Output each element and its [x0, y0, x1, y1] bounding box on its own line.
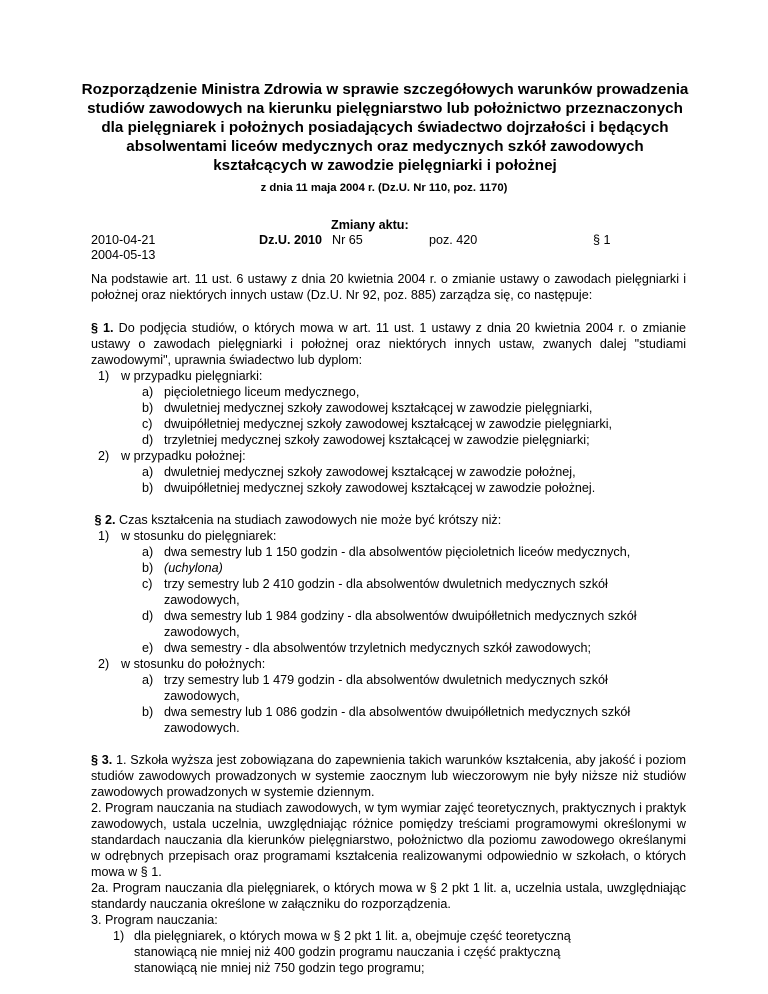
- list-item: a) dwa semestry lub 1 150 godzin - dla absolwentów pięcioletnich liceów medycznych,: [142, 545, 631, 559]
- document-title: Rozporządzenie Ministra Zdrowia w sprawie szczegółowych warunków prowadzenia studiów zawodowych na kierunku pielęgniarstwo lub położnictwo przeznaczonych dla pielęgniarek i położnych posiadających świadectwo dojrzałości i będących absolwentami liceów medycznych oraz medycznych szkół zawodowych kształcących w zawodzie pielęgniarki i położnej: [81, 81, 689, 174]
- section-text: Do podjęcia studiów, o których mowa w art. 11 ust. 1 ustawy z dnia 20 kwietnia 2004 r. o zmianie ustawy o zawodach pielęgniarki i położnej oraz niektórych innych ustaw, zwanych dalej "studiami zawodowymi", uprawnia świadectwo lub dyplom:: [91, 321, 686, 367]
- section-label: § 3.: [91, 753, 113, 767]
- paragraph: 2a. Program nauczania dla pielęgniarek, o których mowa w § 2 pkt 1 lit. a, uczelnia ustala, uwzględniając standardy nauczania określone w załączniku do rozporządzenia.: [91, 881, 686, 911]
- list-item: a) dwuletniej medycznej szkoły zawodowej kształcącej w zawodzie położnej,: [142, 465, 576, 479]
- amendment-paragraph: § 1: [593, 233, 611, 247]
- section-2: [91, 512, 686, 736]
- list-item: 1) dla pielęgniarek, o których mowa w § 2 pkt 1 lit. a, obejmuje część teoretyczną stanowiącą nie mniej niż 400 godzin programu nauczania i część praktyczną stanowiącą nie mniej niż 750 godzin tego programu;: [113, 929, 571, 975]
- list-item: e) dwa semestry - dla absolwentów trzyletnich medycznych szkół zawodowych;: [142, 641, 591, 655]
- list-item: c) trzy semestry lub 2 410 godzin - dla absolwentów dwuletnich medycznych szkół zawodowych,: [142, 577, 608, 607]
- amendment-number: Nr 65: [332, 233, 363, 247]
- act-date: 2004-05-13: [91, 248, 156, 262]
- amendment-position: poz. 420: [429, 233, 478, 247]
- list-item: b) dwuletniej medycznej szkoły zawodowej kształcącej w zawodzie pielęgniarki,: [142, 401, 593, 415]
- amendment-journal: Dz.U. 2010: [259, 233, 322, 247]
- list-item: d) trzyletniej medycznej szkoły zawodowej kształcącej w zawodzie pielęgniarki;: [142, 433, 590, 447]
- paragraph: 3. Program nauczania:: [91, 913, 218, 927]
- amendment-date: 2010-04-21: [91, 233, 156, 247]
- section-3: [91, 752, 686, 976]
- preamble: Na podstawie art. 11 ust. 6 ustawy z dnia 20 kwietnia 2004 r. o zmianie ustawy o zawodach pielęgniarki i położnej oraz niektórych innych ustaw (Dz.U. Nr 92, poz. 885) zarządza się, co następuje:: [91, 272, 686, 302]
- list-item: b) dwa semestry lub 1 086 godzin - dla absolwentów dwuipółletnich medycznych szkół zawodowych.: [142, 705, 631, 735]
- list-item: 1) w przypadku pielęgniarki:: [98, 369, 263, 383]
- list-item: b) dwuipółletniej medycznej szkoły zawodowej kształcącej w zawodzie położnej.: [142, 481, 596, 495]
- list-item: b) (uchylona): [142, 561, 223, 575]
- section-text: 1. Szkoła wyższa jest zobowiązana do zapewnienia takich warunków kształcenia, aby jakość i poziom studiów zawodowych prowadzonych w systemie zaocznym lub wieczorowym nie były niższe niż studiów zawodowych prowadzonych w systemie dziennym.: [91, 753, 686, 799]
- list-item: 2) w stosunku do położnych:: [98, 657, 266, 671]
- list-item: c) dwuipółletniej medycznej szkoły zawodowej kształcącej w zawodzie pielęgniarki,: [142, 417, 612, 431]
- section-text: Czas kształcenia na studiach zawodowych nie może być krótszy niż:: [115, 513, 502, 527]
- amendments-header: Zmiany aktu:: [331, 218, 409, 232]
- paragraph: 2. Program nauczania na studiach zawodowych, w tym wymiar zajęć teoretycznych, praktycznych i praktyk zawodowych, ustala uczelnia, uwzględniając różnice pomiędzy treściami programowymi określonymi w standardach nauczania dla kierunków pielęgniarstwo, położnictwo dla poziomu zawodowego określanymi w odrębnych przepisach oraz programami kształcenia realizowanymi odpowiednio w szkołach, o których mowa w § 1.: [91, 801, 686, 879]
- section-label: § 1.: [91, 321, 114, 335]
- list-item: a) pięcioletniego liceum medycznego,: [142, 385, 360, 399]
- document-subtitle: z dnia 11 maja 2004 r. (Dz.U. Nr 110, poz. 1170): [260, 182, 508, 194]
- list-item: d) dwa semestry lub 1 984 godziny - dla absolwentów dwuipółletnich medycznych szkół zawodowych,: [142, 609, 637, 639]
- list-item: 2) w przypadku położnej:: [98, 449, 246, 463]
- amendments-block: [91, 216, 681, 266]
- document-body: [91, 271, 686, 976]
- list-item: 1) w stosunku do pielęgniarek:: [98, 529, 277, 543]
- list-item: a) trzy semestry lub 1 479 godzin - dla absolwentów dwuletnich medycznych szkół zawodowych,: [142, 673, 608, 703]
- section-label: § 2.: [94, 513, 116, 527]
- section-1: [91, 320, 686, 496]
